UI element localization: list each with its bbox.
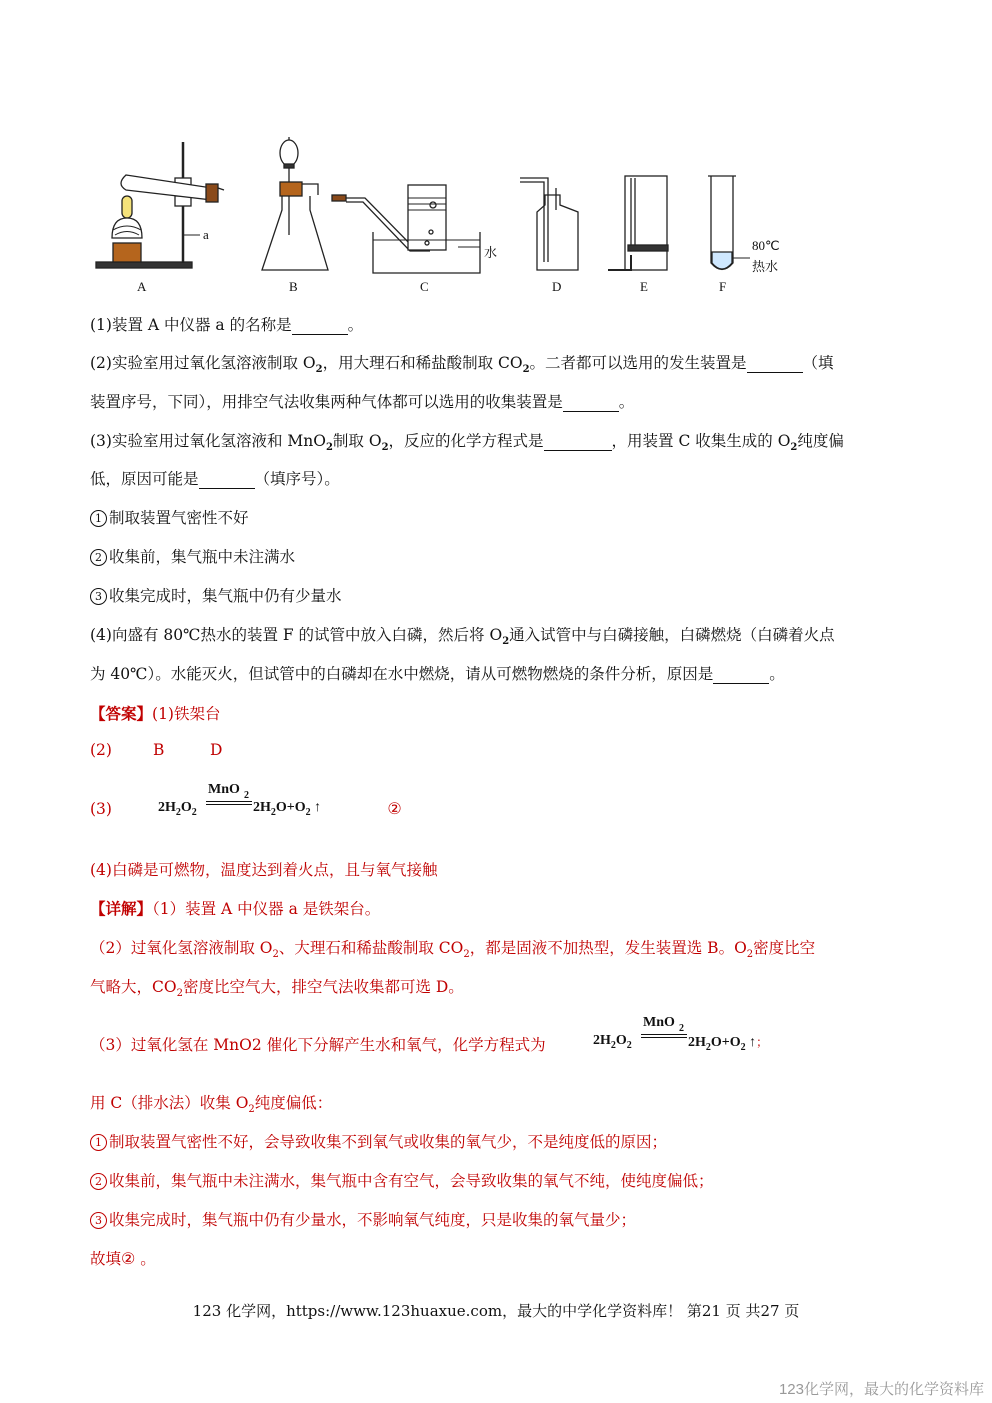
option-2: 2 收集前，集气瓶中未注满水 <box>90 545 295 567</box>
question-2-line2: 装置序号，下同），用排空气法收集两种气体都可以选用的收集装置是 。 <box>90 393 635 411</box>
label-a-pointer: a <box>203 227 209 242</box>
label-C: C <box>420 279 429 294</box>
detail-fill: 故填② 。 <box>90 1249 156 1268</box>
label-A: A <box>137 279 147 294</box>
answer-2: (2) B D <box>90 741 223 759</box>
detail-1: 【详解】（1）装置 A 中仪器 a 是铁架台。 <box>90 899 381 918</box>
watermark: 123化学网，最大的化学资料库 <box>778 1381 984 1398</box>
detail-3: （3）过氧化氢在 MnO2 催化下分解产生水和氧气，化学方程式为 <box>90 1036 546 1054</box>
question-4: (4)向盛有 80℃热水的装置 F 的试管中放入白磷，然后将 $O_2$通入试管中与白磷接触，白磷燃烧（白磷着火点 <box>90 626 835 648</box>
circle-number: 3 <box>90 588 107 605</box>
label-f-temp: 80℃ <box>752 238 780 253</box>
apparatus-e <box>608 176 668 270</box>
label-F: F <box>719 279 727 294</box>
blank <box>292 316 348 335</box>
label-f-water: 热水 <box>752 259 779 274</box>
label-water: 水 <box>484 245 498 260</box>
page-footer: 123 化学网，https://www.123huaxue.com，最大的中学化学资料库！ 第21 页 共27 页 <box>192 1302 800 1320</box>
answer-tag: 【答案】 <box>90 704 153 723</box>
question-3-line2: 低，原因可能是 （填序号）。 <box>90 470 340 488</box>
circle-number: 2 <box>90 1173 107 1190</box>
answer-1: 【答案】(1)铁架台 <box>90 704 221 723</box>
label-D: D <box>552 279 562 294</box>
circle-number: 1 <box>90 1134 107 1151</box>
detail-e1: 1 制取装置气密性不好，会导致收集不到氧气或收集的氧气少，不是纯度低的原因； <box>90 1130 667 1152</box>
label-B: B <box>289 279 298 294</box>
apparatus-b <box>262 137 328 270</box>
detail-2-line2: 气略大，$CO_2$密度比空气大，排空气法收集都可选 D。 <box>90 978 464 1000</box>
apparatus-a <box>96 142 224 268</box>
detail-2: （2）过氧化氢溶液制取 $O_2$、大理石和稀盐酸制取 $CO_2$，都是固液不加热型，发生装置选 B。$O_2$密度比空 <box>90 939 816 961</box>
apparatus-c <box>332 185 480 273</box>
answer-4: (4)白磷是可燃物，温度达到着火点，且与氧气接触 <box>90 861 438 879</box>
label-E: E <box>640 279 648 294</box>
question-2: (2)实验室用过氧化氢溶液制取 $O_2$，用大理石和稀盐酸制取 $CO_2$。二者都可以选用的发生装置是 （填 <box>90 354 834 376</box>
detail-e3: 3 收集完成时，集气瓶中仍有少量水，不影响氧气纯度，只是收集的氧气量少； <box>90 1208 636 1230</box>
option-3: 3 收集完成时，集气瓶中仍有少量水 <box>90 584 342 606</box>
detail-tag: 【详解】 <box>90 899 153 918</box>
apparatus-f <box>708 176 750 270</box>
option-1: 1 制取装置气密性不好 <box>90 506 249 528</box>
question-1: (1)装置 A 中仪器 a 的名称是 。 <box>90 316 364 334</box>
answer-3: (3) ② <box>90 799 402 818</box>
circle-number: 1 <box>90 510 107 527</box>
circle-number: 2 <box>90 549 107 566</box>
question-3: (3)实验室用过氧化氢溶液和 MnO$_2$制取 $O_2$，反应的化学方程式是 ，用装置 C 收集生成的 $O_2$纯度偏 <box>90 432 844 454</box>
apparatus-d <box>520 178 578 270</box>
detail-e2: 2 收集前，集气瓶中未注满水，集气瓶中含有空气，会导致收集的氧气不纯，使纯度偏低； <box>90 1169 714 1191</box>
circle-number: 3 <box>90 1212 107 1229</box>
detail-3b: 用 C（排水法）收集 $O_2$纯度偏低： <box>90 1094 333 1116</box>
question-4-line2: 为 40℃）。水能灭火，但试管中的白磷却在水中燃烧，请从可燃物燃烧的条件分析，原因是 。 <box>90 665 785 683</box>
